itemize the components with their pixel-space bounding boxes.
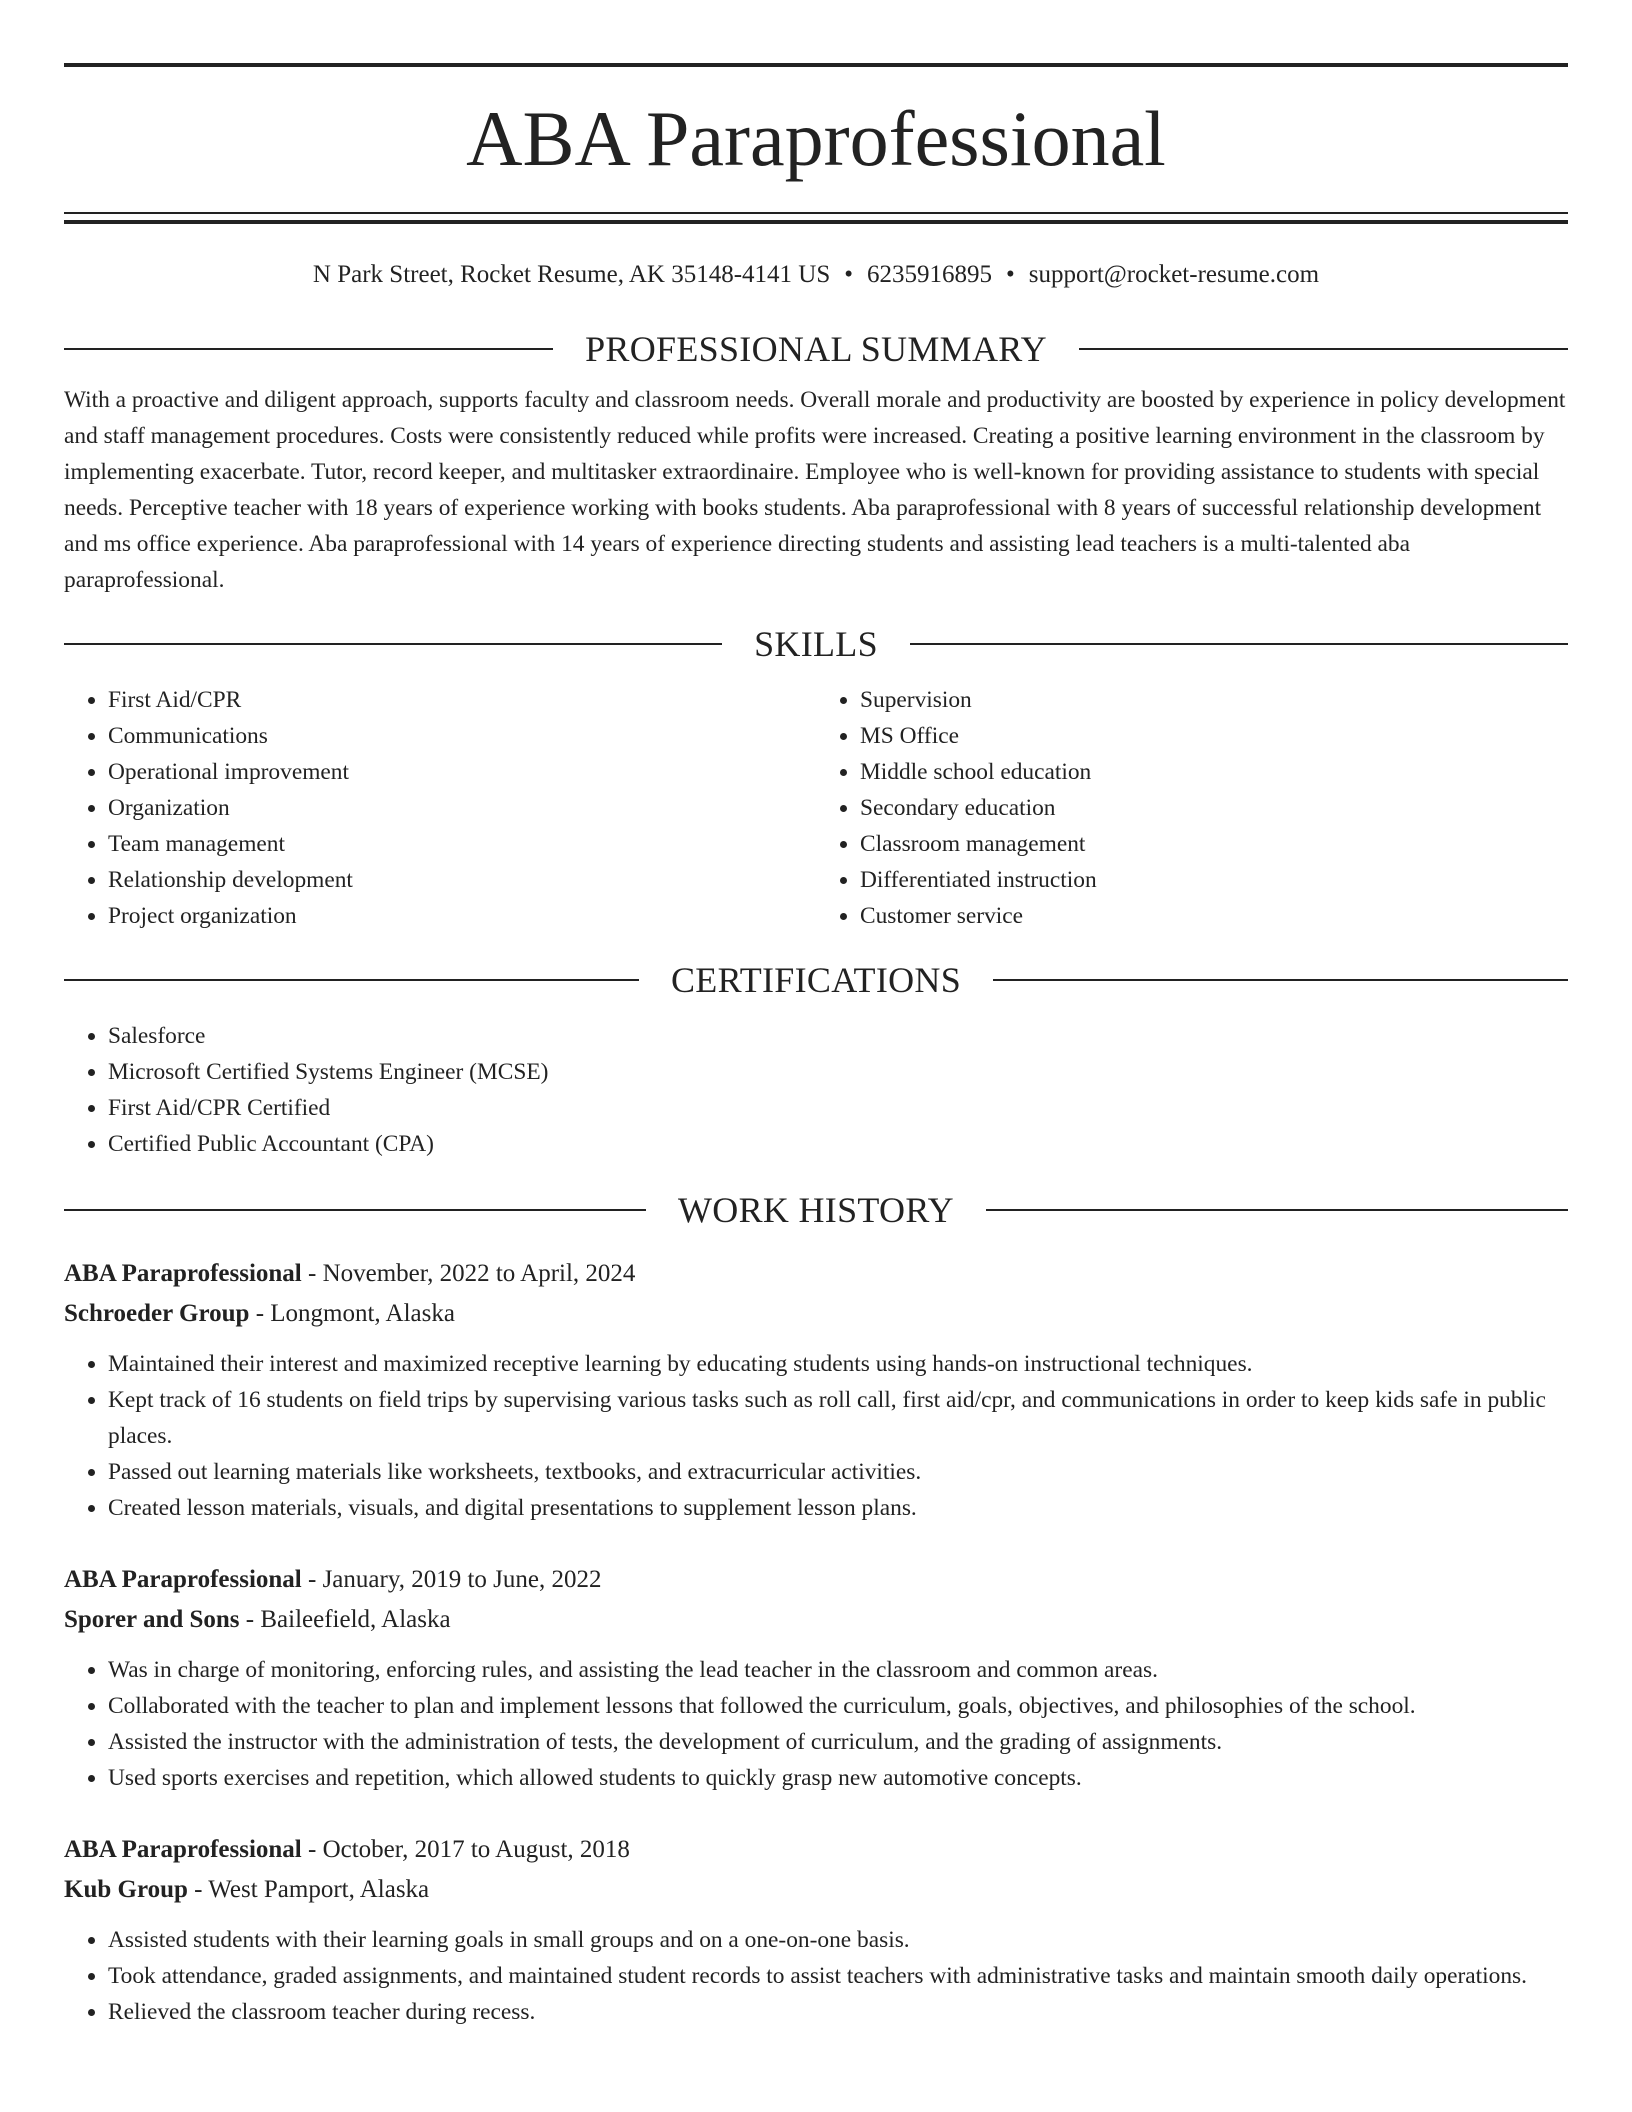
job-title-line [64,1560,1568,1600]
resume-name: ABA Paraprofessional [466,95,1166,182]
skill-item: • Middle school education [860,754,1568,790]
skills-column-left [64,682,816,934]
section-header-work-history [64,1188,1568,1232]
contact-email: support@rocket-resume.com [1028,261,1320,288]
job-dates: - January, 2019 to June, 2022 [301,1566,602,1593]
job-entry [64,1830,1568,2030]
name-double-rule [64,212,1568,224]
contact-phone: 6235916895 [867,261,992,288]
job-bullet: • Assisted students with their learning goals in small groups and on a one-on-one basis. [108,1922,1568,1958]
job-title: ABA Paraprofessional [64,1566,302,1593]
job-company: Schroeder Group [64,1300,250,1327]
contact-address: N Park Street, Rocket Resume, AK 35148-4141 US [312,261,831,288]
section-rule [993,979,1568,981]
contact-separator: • [1006,261,1015,288]
skill-item: • Organization [108,790,816,826]
contact-line [64,260,1568,290]
skill-item: • First Aid/CPR [108,682,816,718]
job-bullet: • Assisted the instructor with the administration of tests, the development of curriculum, and the grading of assignments. [108,1724,1568,1760]
skill-item: • Supervision [860,682,1568,718]
skill-item: • Project organization [108,898,816,934]
section-header-summary [64,327,1568,371]
section-rule [64,348,553,350]
job-company: Kub Group [64,1876,188,1903]
section-rule [64,643,722,645]
section-header-certifications [64,958,1568,1002]
job-bullet: • Passed out learning materials like worksheets, textbooks, and extracurricular activities. [108,1454,1568,1490]
summary-text: With a proactive and diligent approach, supports faculty and classroom needs. Overall morale and productivity are boosted by experience in policy development and staff management procedures. Costs were consistently reduced while profits were increased. Creating a positive learning environment in the classroom by implementing exacerbate. Tutor, record keeper, and multitasker extraordinaire. Employee who is well-known for providing assistance to students with special needs. Perceptive teacher with 18 years of experience working with books students. Aba paraprofessional with 8 years of successful relationship development and ms office experience. Aba paraprofessional with 14 years of experience directing students and assisting lead teachers is a multi-talented aba paraprofessional. [64,387,1566,593]
section-rule [64,979,639,981]
certification-item: • Certified Public Accountant (CPA) [108,1126,1568,1162]
skill-item: • Customer service [860,898,1568,934]
section-title-certifications: CERTIFICATIONS [670,960,962,1000]
job-title-line [64,1830,1568,1870]
job-entry [64,1254,1568,1526]
job-title: ABA Paraprofessional [64,1260,302,1287]
job-bullet: • Collaborated with the teacher to plan and implement lessons that followed the curriculum, goals, objectives, and philosophies of the school. [108,1688,1568,1724]
job-bullet: • Created lesson materials, visuals, and digital presentations to supplement lesson plans. [108,1490,1568,1526]
job-company-line [64,1294,1568,1334]
job-bullets [64,1922,1568,2030]
section-title-skills: SKILLS [754,624,878,664]
certifications-list [64,1018,1568,1162]
section-rule [1079,348,1568,350]
skill-item: • Operational improvement [108,754,816,790]
job-dates: - November, 2022 to April, 2024 [301,1260,636,1287]
job-company-line [64,1870,1568,1910]
job-bullet: • Used sports exercises and repetition, which allowed students to quickly grasp new automotive concepts. [108,1760,1568,1796]
certification-item: • First Aid/CPR Certified [108,1090,1568,1126]
section-rule [986,1209,1568,1211]
section-rule [910,643,1568,645]
job-entry [64,1560,1568,1796]
job-bullets [64,1346,1568,1526]
job-bullet: • Kept track of 16 students on field trips by supervising various tasks such as roll call, first aid/cpr, and communications in order to keep kids safe in public places. [108,1382,1568,1454]
skill-item: • Team management [108,826,816,862]
job-location: - Longmont, Alaska [249,1300,455,1327]
section-title-work-history: WORK HISTORY [678,1190,954,1230]
section-header-skills [64,622,1568,666]
job-bullets [64,1652,1568,1796]
certification-item: • Microsoft Certified Systems Engineer (MCSE) [108,1054,1568,1090]
contact-separator: • [844,261,853,288]
job-bullet: • Took attendance, graded assignments, and maintained student records to assist teachers with administrative tasks and maintain smooth daily operations. [108,1958,1568,1994]
job-bullet: • Relieved the classroom teacher during recess. [108,1994,1568,2030]
section-title-summary: PROFESSIONAL SUMMARY [585,329,1047,369]
job-bullet: • Maintained their interest and maximized receptive learning by educating students using hands-on instructional techniques. [108,1346,1568,1382]
top-rule [64,63,1568,67]
skill-item: • MS Office [860,718,1568,754]
skill-item: • Relationship development [108,862,816,898]
job-location: - West Pamport, Alaska [187,1876,430,1903]
job-company-line [64,1600,1568,1640]
skill-item: • Secondary education [860,790,1568,826]
section-rule [64,1209,646,1211]
job-bullet: • Was in charge of monitoring, enforcing rules, and assisting the lead teacher in the classroom and common areas. [108,1652,1568,1688]
skill-item: • Communications [108,718,816,754]
job-title: ABA Paraprofessional [64,1836,302,1863]
skills-column-right [816,682,1568,934]
skill-item: • Differentiated instruction [860,862,1568,898]
certification-item: • Salesforce [108,1018,1568,1054]
skill-item: • Classroom management [860,826,1568,862]
job-dates: - October, 2017 to August, 2018 [301,1836,630,1863]
job-location: - Baileefield, Alaska [239,1606,451,1633]
job-company: Sporer and Sons [64,1606,240,1633]
skills-list [64,682,1568,934]
job-title-line [64,1254,1568,1294]
